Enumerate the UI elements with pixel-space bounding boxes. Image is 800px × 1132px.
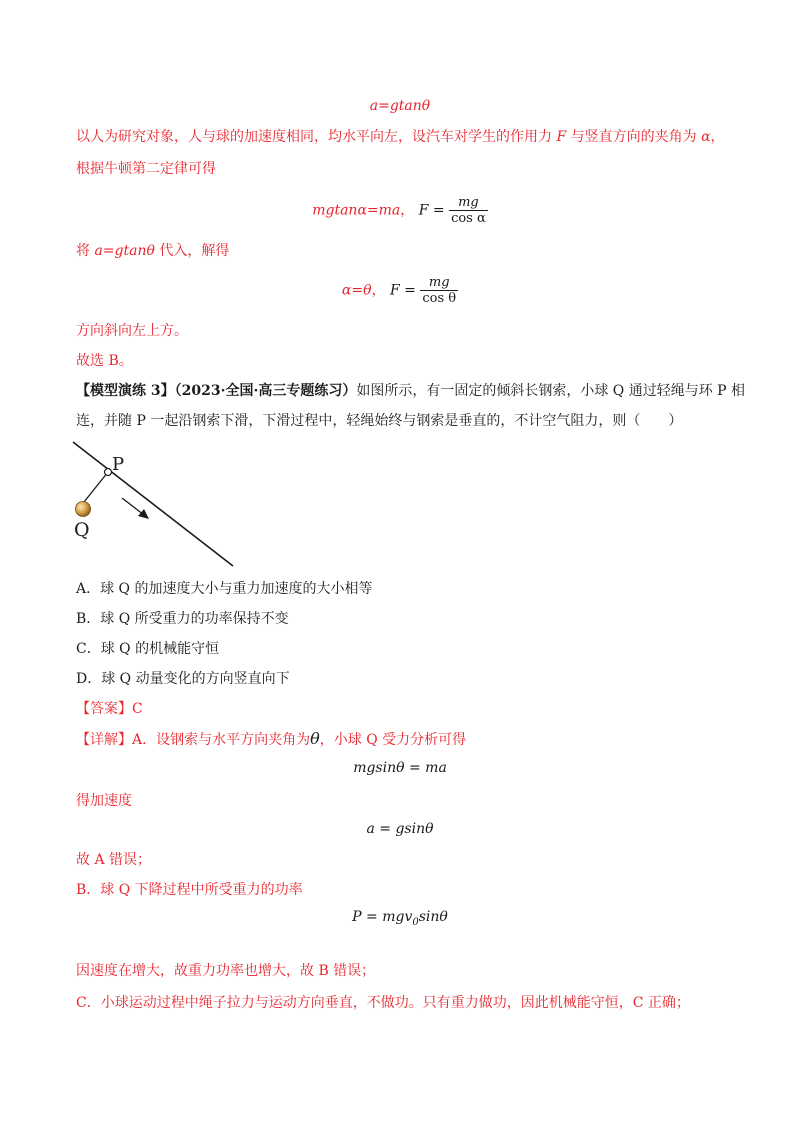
text-segment: 将 <box>76 243 95 259</box>
text-b-wrong: 因速度在增大，故重力功率也增大，故 B 错误； <box>76 963 376 979</box>
question-stem-line1 <box>76 381 745 401</box>
equation-left: α=θ <box>341 282 372 299</box>
option-a: A．球 Q 的加速度大小与重力加速度的大小相等 <box>76 581 373 597</box>
text-segment: 与竖直方向的夹角为 <box>566 129 702 145</box>
text-c-correct: C．小球运动过程中绳子拉力与运动方向垂直，不做功。只有重力做功，因此机械能守恒，C 正确； <box>76 995 690 1011</box>
text-newton-second-law: 根据牛顿第二定律可得 <box>76 161 216 177</box>
text-segment: ， <box>710 129 725 145</box>
label-p: P <box>112 454 125 475</box>
equation-a-gtan: a=gtanθ <box>369 98 431 114</box>
detail-line <box>76 729 466 750</box>
text-direction: 方向斜向左上方。 <box>76 323 188 339</box>
rope <box>84 472 108 502</box>
fraction-denominator: cos α <box>451 211 486 226</box>
question-stem-line2: 连，并随 P 一起沿钢索下滑，下滑过程中，轻绳始终与钢索是垂直的，不计空气阻力，则（ ） <box>76 413 683 429</box>
arrow-shaft <box>122 498 144 515</box>
symbol-theta: θ <box>310 729 320 748</box>
fraction-mg-cos-alpha <box>449 195 488 226</box>
subscript-zero: 0 <box>412 916 419 928</box>
arrow-head <box>138 509 149 519</box>
text-b-power: B．球 Q 下降过程中所受重力的功率 <box>76 882 303 898</box>
option-c: C．球 Q 的机械能守恒 <box>76 641 220 657</box>
option-b: B．球 Q 所受重力的功率保持不变 <box>76 611 289 627</box>
ball-q <box>76 502 91 517</box>
text-segment: 以人为研究对象，人与球的加速度相同，均水平向左，设汽车对学生的作用力 <box>76 129 557 145</box>
paragraph-person-analysis <box>76 127 725 147</box>
equation-power <box>0 907 800 933</box>
ring-p <box>105 469 112 476</box>
text-a-wrong: 故 A 错误； <box>76 852 152 868</box>
detail-text: A．设钢索与水平方向夹角为 <box>132 732 311 748</box>
equation-mgsin: mgsinθ = ma <box>353 760 447 776</box>
question-text: 如图所示，有一固定的倾斜长钢索，小球 Q 通过轻绳与环 P 相 <box>356 383 746 399</box>
label-q: Q <box>74 519 90 541</box>
fraction-numerator: mg <box>449 195 488 211</box>
text-choose-b: 故选 B。 <box>76 353 133 369</box>
equals-sign: = <box>399 282 421 299</box>
symbol-F: F <box>389 282 400 299</box>
text-segment: 代入，解得 <box>154 243 230 259</box>
detail-text-end: ，小球 Q 受力分析可得 <box>319 732 467 748</box>
steel-cable <box>73 442 233 566</box>
equation-a-gsin: a = gsinθ <box>366 821 434 837</box>
equation-separator: ， <box>400 202 415 219</box>
equals-sign: = <box>428 202 450 219</box>
symbol-F: F <box>556 129 567 145</box>
option-d: D．球 Q 动量变化的方向竖直向下 <box>76 671 290 687</box>
text-substitute <box>76 241 229 261</box>
figure-cable-ball <box>70 440 250 575</box>
symbol-F: F <box>418 202 429 219</box>
answer-line: 【答案】C <box>76 701 143 717</box>
equation-alpha-theta <box>0 275 800 306</box>
detail-tag: 【详解】 <box>76 732 132 748</box>
equation-post: sinθ <box>418 909 448 925</box>
fraction-denominator: cos θ <box>422 291 457 306</box>
equation-left: mgtanα=ma <box>312 202 401 219</box>
fraction-mg-cos-theta <box>420 275 458 306</box>
question-tag: 【模型演练 3】 <box>76 383 175 399</box>
fraction-numerator: mg <box>420 275 458 291</box>
text-get-acceleration: 得加速度 <box>76 793 132 809</box>
equation-mgtan-alpha <box>0 195 800 226</box>
equation-inline: a=gtanθ <box>94 243 155 259</box>
equation-separator: ， <box>371 282 386 299</box>
symbol-alpha: α <box>701 129 711 145</box>
question-source: （2023·全国·高三专题练习） <box>174 383 357 399</box>
equation-pre: P = mgv <box>352 909 413 925</box>
